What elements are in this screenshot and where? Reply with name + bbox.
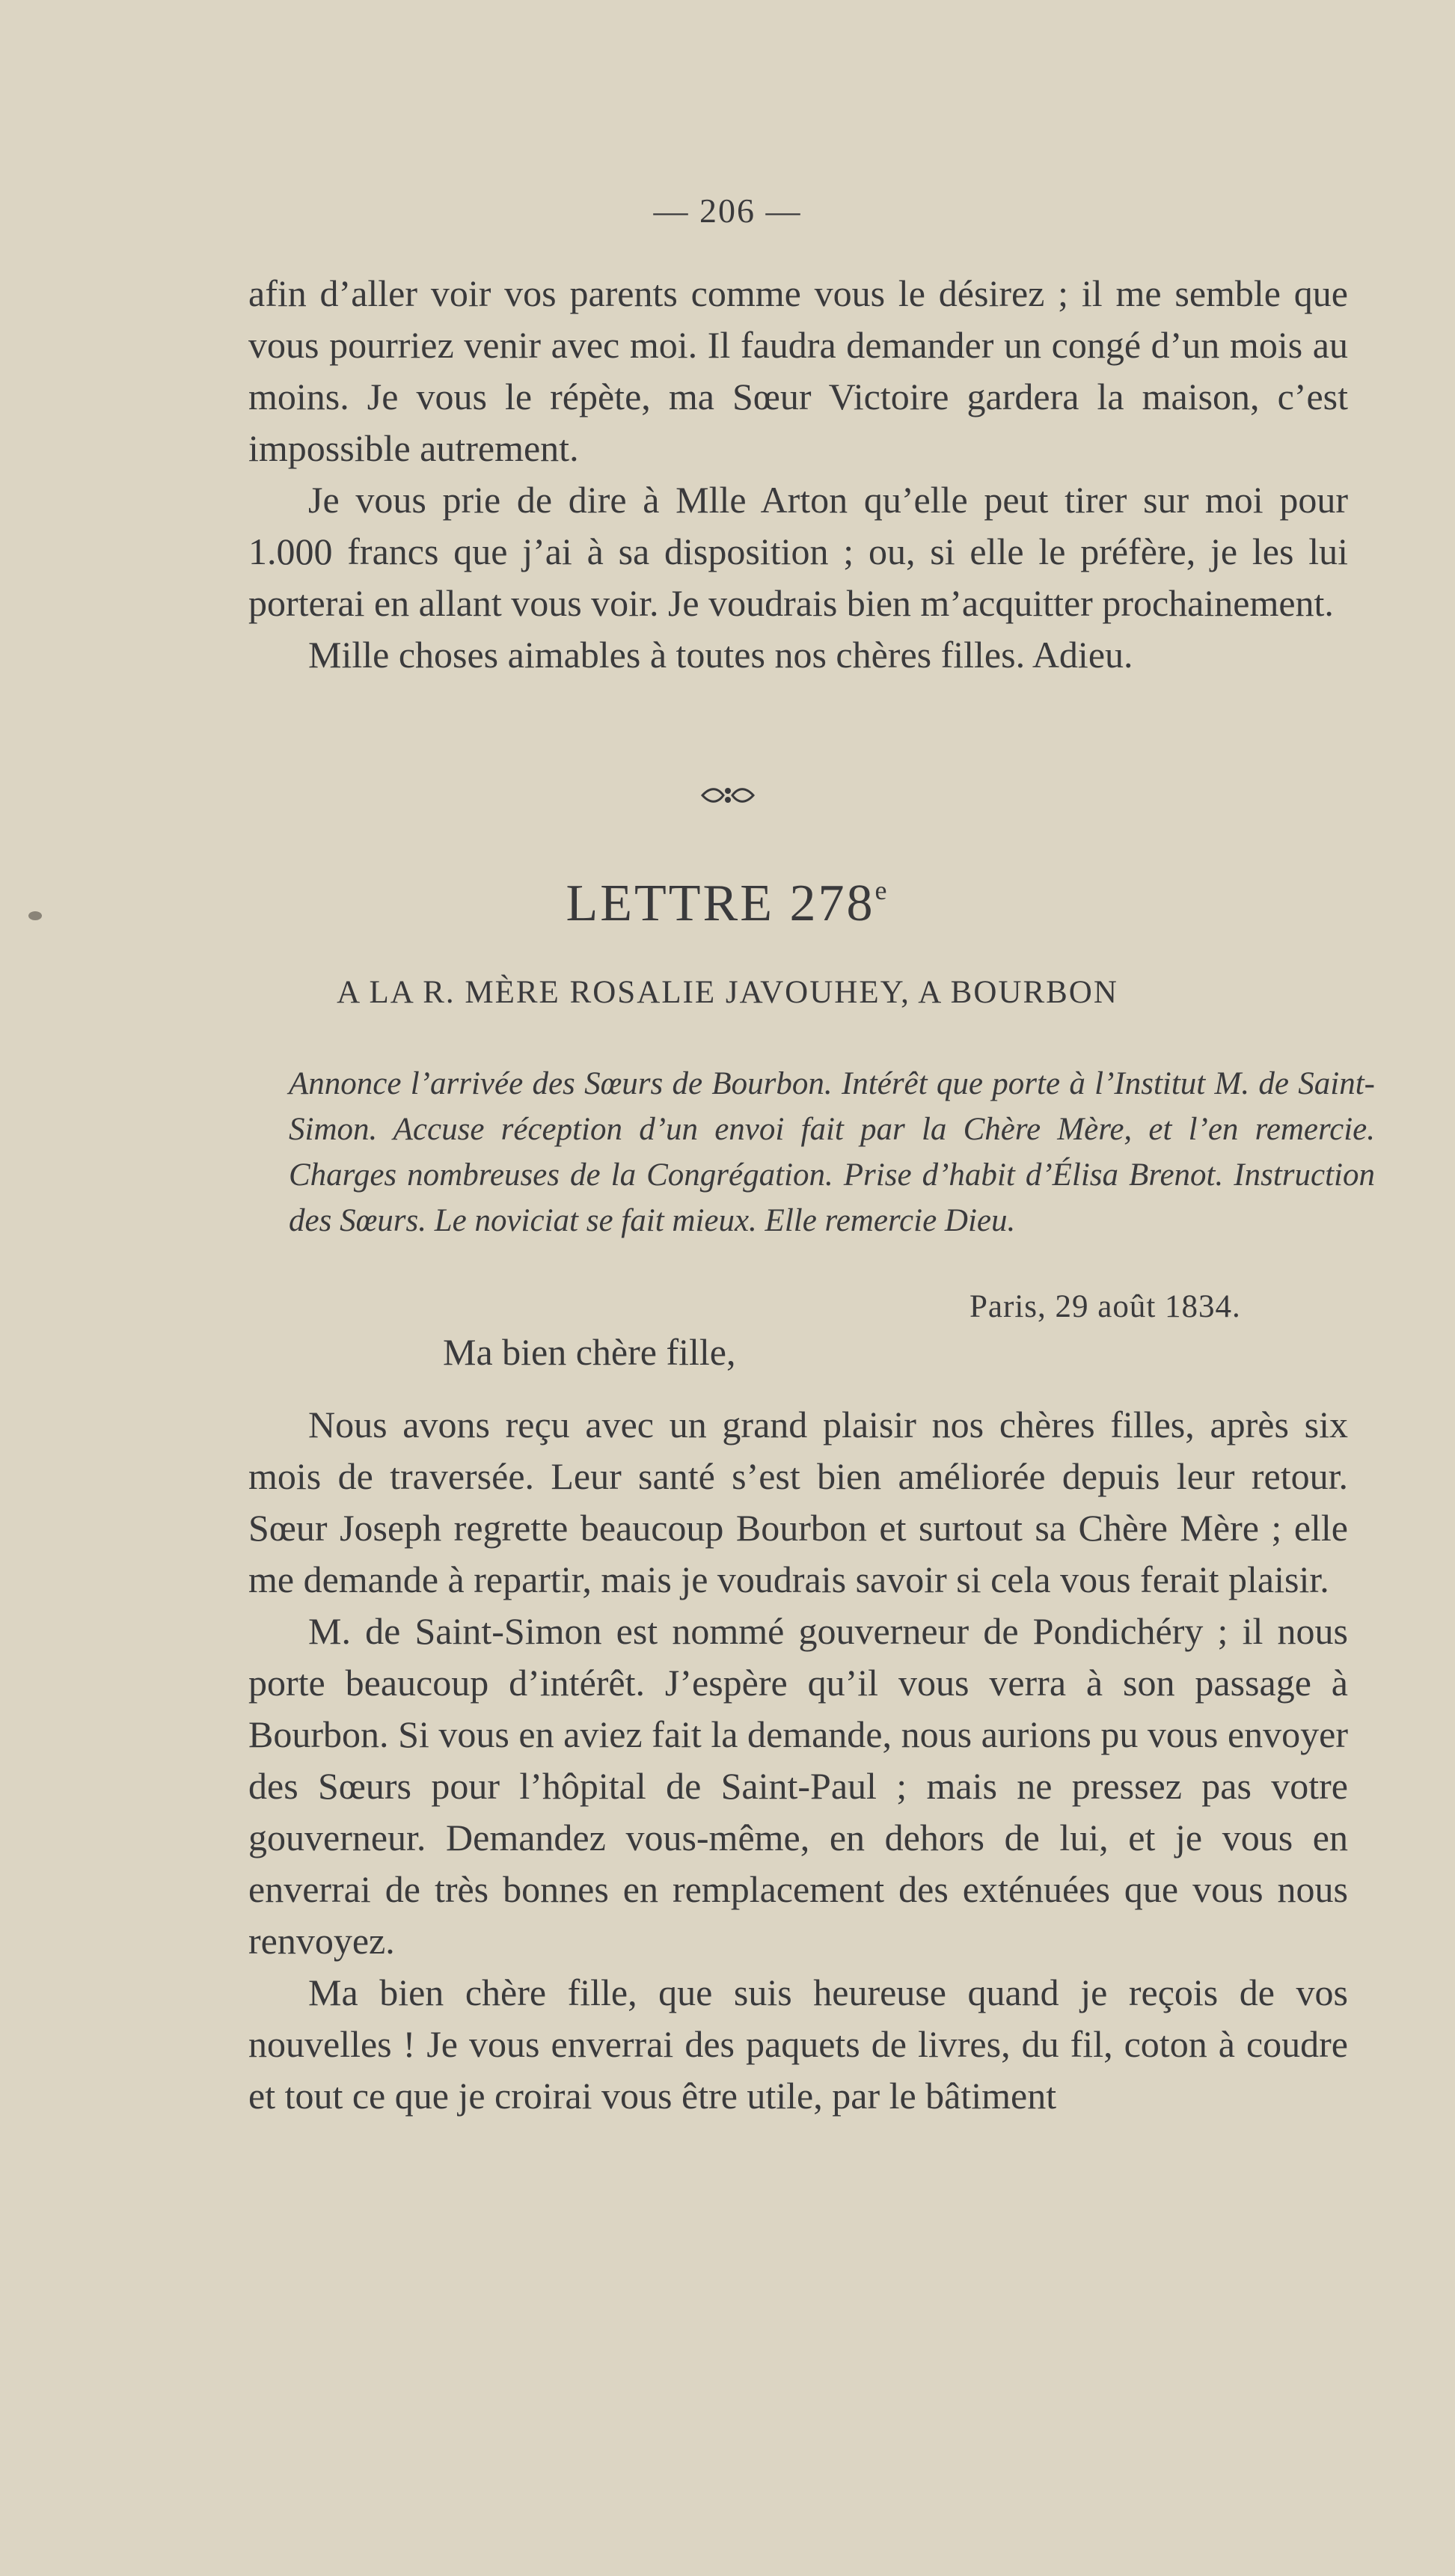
- letter-title: [0, 874, 1455, 934]
- continuation-text: [248, 268, 1348, 681]
- letter-dateline: Paris, 29 août 1834.: [970, 1289, 1241, 1324]
- letter-salutation: Ma bien chère fille,: [443, 1331, 736, 1373]
- continuation-paragraph-1: afin d’aller voir vos parents comme vous le désirez ; il me semble que vous pourriez venir avec moi. Il faudra demander un congé d’un mois au moins. Je vous le répète, ma Sœur Victoire gardera la maison, c’est impossible autrement.: [248, 272, 1348, 469]
- continuation-paragraph-3: Mille choses aimables à toutes nos chères filles. Adieu.: [308, 634, 1133, 676]
- fleuron-ornament-icon: [0, 778, 1455, 816]
- letter-paragraph-1: Nous avons reçu avec un grand plaisir nos chères filles, après six mois de traversée. Leur santé s’est bien améliorée depuis leur retour. Sœur Joseph regrette beaucoup Bourbon et surtout sa Chère Mère ; elle me demande à repartir, mais je voudrais savoir si cela vous ferait plaisir.: [248, 1404, 1348, 1600]
- letter-recipient: A LA R. MÈRE ROSALIE JAVOUHEY, A BOURBON: [337, 975, 1118, 1010]
- letter-summary: Annonce l’arrivée des Sœurs de Bourbon. Intérêt que porte à l’Institut M. de Saint-Simon. Accuse réception d’un envoi fait par la Chère Mère, et l’en remercie. Charges nombreuses de la Congrégation. Prise d’habit d’Élisa Brenot. Instruction des Sœurs. Le noviciat se fait mieux. Elle remercie Dieu.: [289, 1066, 1375, 1238]
- letter-paragraph-3: Ma bien chère fille, que suis heureuse quand je reçois de vos nouvelles ! Je vous enverrai des paquets de livres, du fil, coton à coudre et tout ce que je croirai vous être utile, par le bâtiment: [248, 1971, 1348, 2117]
- fleuron-ornament-icon: [698, 783, 758, 808]
- letter-title-suffix: e: [874, 875, 889, 905]
- continuation-paragraph-2: Je vous prie de dire à Mlle Arton qu’elle peut tirer sur moi pour 1.000 francs que j’ai à sa disposition ; ou, si elle le préfère, je les lui porterai en allant vous voir. Je voudrais bien m’acquitter prochainement.: [248, 479, 1348, 624]
- letter-paragraph-2: M. de Saint-Simon est nommé gouverneur de Pondichéry ; il nous porte beaucoup d’intérêt. J’espère qu’il vous verra à son passage à Bourbon. Si vous en aviez fait la demande, nous aurions pu vous envoyer des Sœurs pour l’hôpital de Saint-Paul ; mais ne pressez pas votre gouverneur. Demandez vous-même, en dehors de lui, et je vous en enverrai de très bonnes en remplacement des exténuées que vous nous renvoyez.: [248, 1610, 1348, 1962]
- letter-body: [248, 1399, 1348, 2122]
- page-number: — 206 —: [653, 192, 802, 230]
- letter-title-text: LETTRE 278: [566, 875, 875, 932]
